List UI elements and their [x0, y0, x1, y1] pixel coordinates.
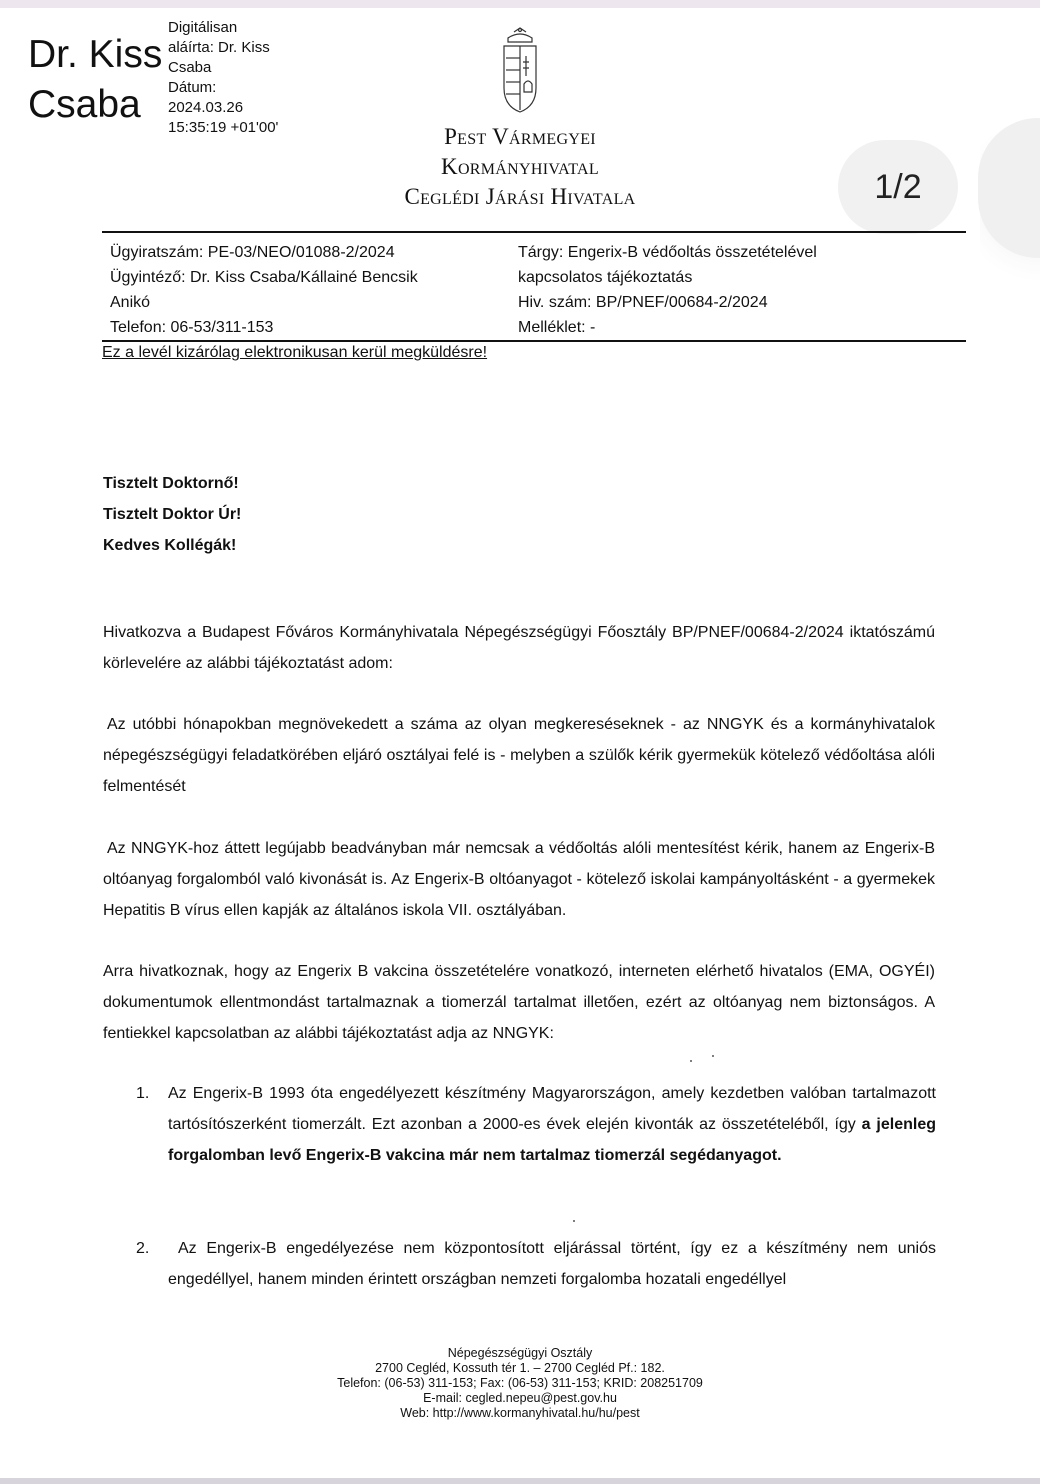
- signature-details: [168, 18, 278, 138]
- top-border: [0, 0, 1040, 8]
- signature-name-line2: Csaba: [28, 83, 141, 126]
- header-rule-bottom: [102, 340, 966, 342]
- organization-line1: Pest Vármegyei: [444, 124, 596, 149]
- footer-email: E-mail: cegled.nepeu@pest.gov.hu: [423, 1391, 617, 1405]
- coat-of-arms-icon: [494, 26, 546, 116]
- footer: [0, 1346, 1040, 1421]
- signature-detail: Digitálisan: [168, 19, 238, 36]
- page-indicator: 1/2: [838, 140, 958, 234]
- list-number: 2.: [136, 1240, 150, 1257]
- subject: Tárgy: Engerix-B védőoltás összetételével: [518, 244, 817, 261]
- signature-detail: 15:35:19 +01'00': [168, 119, 279, 136]
- case-number: Ügyiratszám: PE-03/NEO/01088-2/2024: [110, 244, 395, 261]
- greeting-line: Tisztelt Doktor Úr!: [103, 506, 242, 523]
- administrator: Ügyintéző: Dr. Kiss Csaba/Kállainé Bencsik: [110, 269, 418, 286]
- phone: Telefon: 06-53/311-153: [110, 319, 274, 336]
- bottom-bar: [0, 1478, 1040, 1484]
- reference-number: Hiv. szám: BP/PNEF/00684-2/2024: [518, 294, 768, 311]
- signature-detail: Csaba: [168, 59, 212, 76]
- organization-line3: Ceglédi Járási Hivatala: [404, 184, 636, 209]
- electronic-notice: Ez a levél kizárólag elektronikusan kerül megküldésre!: [102, 344, 488, 361]
- footer-web: Web: http://www.kormanyhivatal.hu/hu/pest: [400, 1406, 640, 1420]
- organization-name: [330, 122, 710, 212]
- footer-phone: Telefon: (06-53) 311-153; Fax: (06-53) 311-153; KRID: 208251709: [337, 1376, 703, 1390]
- header-right: [518, 240, 918, 340]
- greeting-line: Tisztelt Doktornő!: [103, 475, 239, 492]
- paragraph-requests: Az utóbbi hónapokban megnövekedett a száma az olyan megkereséseknek - az NNGYK és a kormányhivatalok népegészségügyi feladatkörében eljáró osztályai felé is - melyben a szülők kérik gyermekük kötelező védőoltása alóli felmentését: [103, 716, 935, 795]
- paragraph-engerix: Az NNGYK-hoz áttett legújabb beadványban már nemcsak a védőoltás alóli mentesítést kérik, hanem az Engerix-B oltóanyag forgalomból való kivonását is. Az Engerix-B oltóanyagot - kötelező iskolai kampányoltásként - a gyermekek Hepatitis B vírus ellen kapják az általános iskola VII. osztályában.: [103, 840, 935, 919]
- greetings: [103, 468, 241, 561]
- list-item-2: Az Engerix-B engedélyezése nem központosított eljárással történt, így ez a készítmény nem uniós engedéllyel, hanem minden érintett országban nemzeti forgalomba hozatali engedéllyel: [168, 1240, 936, 1288]
- scan-speck: [573, 1220, 575, 1222]
- footer-dept: Népegészségügyi Osztály: [447, 1346, 593, 1360]
- header-rule-top: [102, 231, 966, 233]
- list-item-1-bold: a jelenleg forgalomban levő Engerix-B vakcina már nem tartalmaz tiomerzál segédanyagot.: [168, 1116, 936, 1164]
- paragraph-reference: Hivatkozva a Budapest Főváros Kormányhivatala Népegészségügyi Főosztály BP/PNEF/00684-2/2024 iktatószámú körlevelére az alábbi tájékoztatást adom:: [103, 624, 935, 672]
- greeting-line: Kedves Kollégák!: [103, 537, 237, 554]
- scan-speck: [712, 1055, 714, 1057]
- organization-line2: Kormányhivatal: [441, 154, 599, 179]
- list-item-1: [168, 1078, 936, 1171]
- attachment: Melléklet: -: [518, 319, 596, 336]
- subject-cont: kapcsolatos tájékoztatás: [518, 269, 693, 286]
- administrator-cont: Anikó: [110, 294, 151, 311]
- paragraph-claims: Arra hivatkoznak, hogy az Engerix B vakcina összetételére vonatkozó, interneten elérhető hivatalos (EMA, OGYÉI) dokumentumok ellentmondást tartalmaznak a tiomerzál tartalmat illetően, ezért az oltóanyag nem biztonságos. A fentiekkel kapcsolatban az alábbi tájékoztatást adja az NNGYK:: [103, 963, 935, 1042]
- signature-name: [28, 30, 162, 130]
- signature-detail: Dátum:: [168, 79, 217, 96]
- list-number: 1.: [136, 1085, 150, 1102]
- signature-detail: aláírta: Dr. Kiss: [168, 39, 270, 56]
- list-item-1-text: Az Engerix-B 1993 óta engedélyezett készítmény Magyarországon, amely kezdetben valóban tartalmazott tartósítószerként tiomerzált. Ezt azonban a 2000-es évek elején kivonták az összetételéből, így: [168, 1085, 936, 1133]
- signature-detail: 2024.03.26: [168, 99, 244, 116]
- footer-address: 2700 Cegléd, Kossuth tér 1. – 2700 Cegléd Pf.: 182.: [375, 1361, 665, 1375]
- scan-speck: [690, 1060, 692, 1062]
- header-left: [110, 240, 490, 340]
- signature-name-line1: Dr. Kiss: [28, 33, 163, 76]
